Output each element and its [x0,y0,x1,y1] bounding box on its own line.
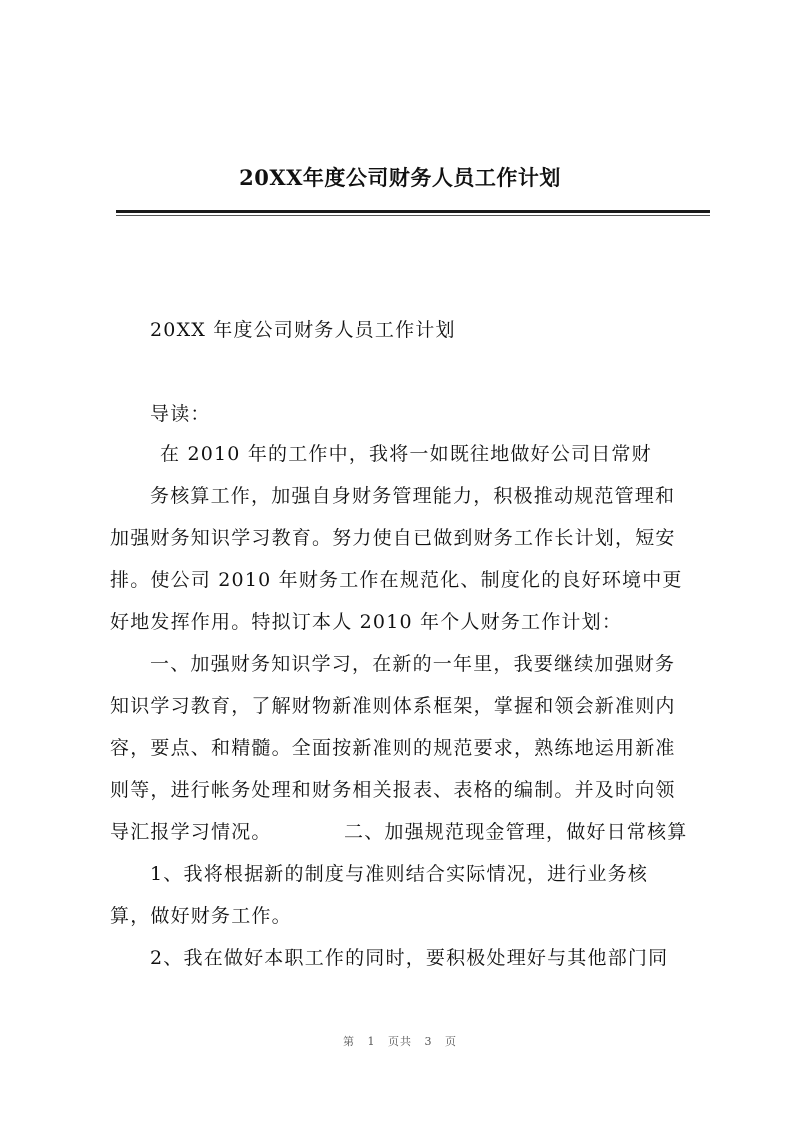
body-line: 导读： [150,403,211,425]
body-line: 算，做好财务工作。 [110,905,292,927]
footer-mid: 页共 [388,1035,412,1048]
page-footer [0,1033,800,1049]
body-line: 在 2010 年的工作中，我将一如既往地做好公司日常财 [160,443,652,465]
document-title: 20XX年度公司财务人员工作计划 [239,165,561,190]
body-line: 则等，进行帐务处理和财务相关报表、表格的编制。并及时向领 [110,779,676,801]
title-rule-thin [116,215,710,216]
body-line: 知识学习教育，了解财物新准则体系框架，掌握和领会新准则内 [110,695,676,717]
body-line: 加强财务知识学习教育。努力使自已做到财务工作长计划，短安 [110,527,676,549]
body-line: 一、加强财务知识学习，在新的一年里，我要继续加强财务 [150,653,676,675]
body-line: 容，要点、和精髓。全面按新准则的规范要求，熟练地运用新准 [110,737,676,759]
footer-prefix: 第 [343,1035,355,1048]
body-line: 排。使公司 2010 年财务工作在规范化、制度化的良好环境中更 [110,569,683,591]
body-line: 2、我在做好本职工作的同时，要积极处理好与其他部门同 [150,947,669,969]
footer-total-pages: 3 [424,1035,433,1048]
body-line: 导汇报学习情况。 二、加强规范现金管理，做好日常核算 [110,821,688,843]
footer-suffix: 页 [445,1035,457,1048]
body-line: 好地发挥作用。特拟订本人 2010 年个人财务工作计划： [110,611,623,633]
footer-current-page: 1 [367,1035,376,1048]
body-heading: 20XX 年度公司财务人员工作计划 [150,319,456,341]
body-line: 1、我将根据新的制度与准则结合实际情况，进行业务核 [150,863,649,885]
title-rule-thick [116,210,710,213]
body-line: 务核算工作，加强自身财务管理能力，积极推动规范管理和 [150,485,676,507]
